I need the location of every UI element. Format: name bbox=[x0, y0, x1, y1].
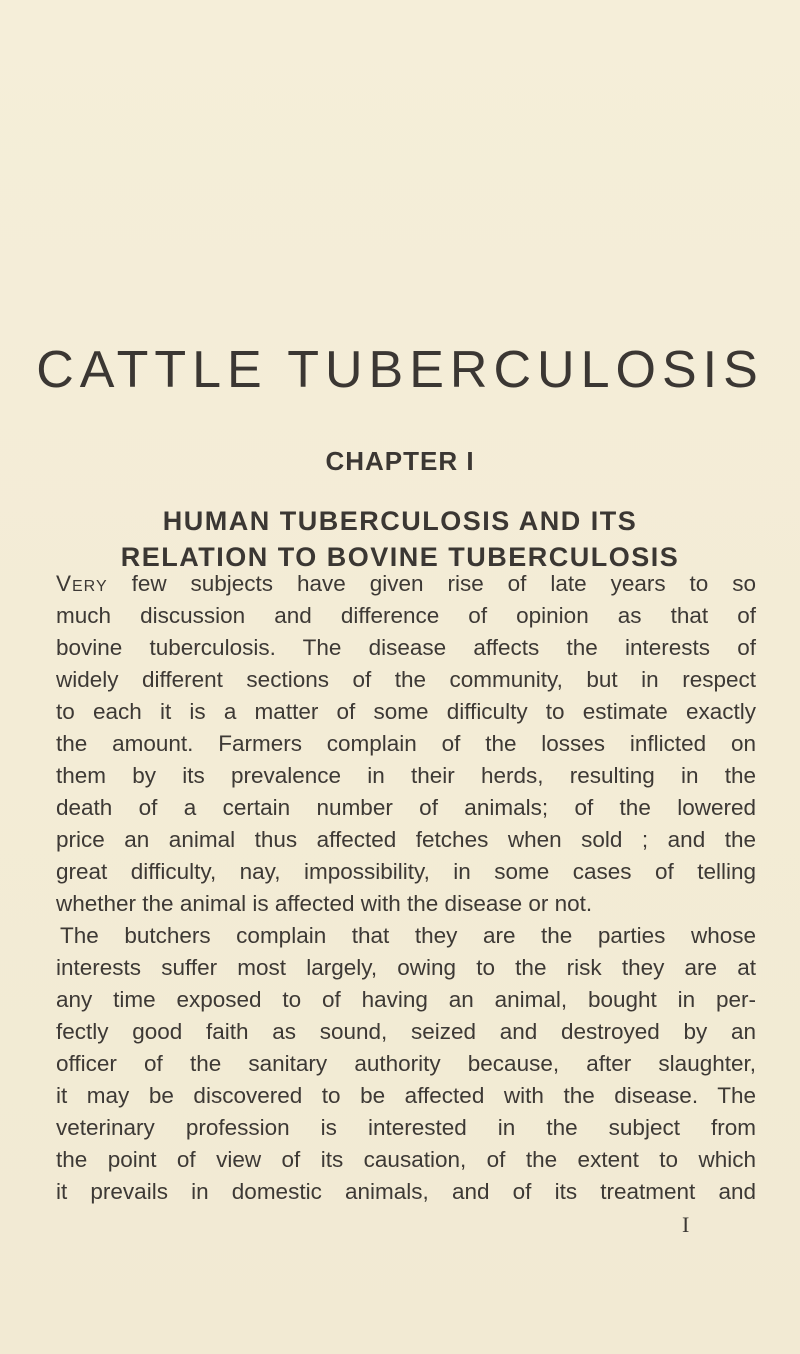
text-line: fectly good faith as sound, seized and destroyed by an bbox=[56, 1019, 756, 1044]
text-line: death of a certain number of animals; of the lowered bbox=[56, 795, 756, 820]
text-line: the amount. Farmers complain of the losses inflicted on bbox=[56, 731, 756, 756]
text-line: it prevails in domestic animals, and of its treatment and bbox=[56, 1179, 756, 1204]
text-line: to each it is a matter of some difficulty to estimate exactly bbox=[56, 699, 756, 724]
text-line-1-rest: few subjects have given rise of late years to so bbox=[107, 571, 756, 596]
text-line: The butchers complain that they are the parties whose bbox=[60, 923, 756, 948]
text-line: whether the animal is affected with the disease or not. bbox=[56, 891, 593, 916]
text-line: great difficulty, nay, impossibility, in some cases of telling bbox=[56, 859, 756, 884]
text-line: any time exposed to of having an animal, bought in per- bbox=[56, 987, 756, 1012]
text-line: officer of the sanitary authority because, after slaughter, bbox=[56, 1051, 756, 1076]
chapter-title-line-1: HUMAN TUBERCULOSIS AND ITS bbox=[162, 506, 638, 536]
text-line: interests suffer most largely, owing to the risk they are at bbox=[56, 955, 756, 980]
text-line: them by its prevalence in their herds, resulting in the bbox=[56, 763, 756, 788]
text-line: the point of view of its causation, of the extent to which bbox=[56, 1147, 756, 1172]
text-line: veterinary profession is interested in the subject from bbox=[56, 1115, 756, 1140]
text-line: price an animal thus affected fetches when sold ; and the bbox=[56, 827, 756, 852]
text-line-1 bbox=[56, 568, 756, 600]
text-line: it may be discovered to be affected with the disease. The bbox=[56, 1083, 756, 1108]
text-line: bovine tuberculosis. The disease affects the interests of bbox=[56, 635, 756, 660]
page-number: I bbox=[682, 1212, 690, 1237]
text-line: much discussion and difference of opinion as that of bbox=[56, 603, 756, 628]
body-text bbox=[56, 568, 756, 1208]
first-word: Very bbox=[56, 571, 108, 596]
text-line: widely different sections of the community, but in respect bbox=[56, 667, 756, 692]
chapter-label: CHAPTER I bbox=[325, 446, 475, 476]
book-title: CATTLE TUBERCULOSIS bbox=[36, 341, 764, 399]
chapter-title bbox=[0, 503, 800, 575]
chapter-title-line-2: RELATION TO BOVINE TUBERCULOSIS bbox=[120, 542, 680, 572]
